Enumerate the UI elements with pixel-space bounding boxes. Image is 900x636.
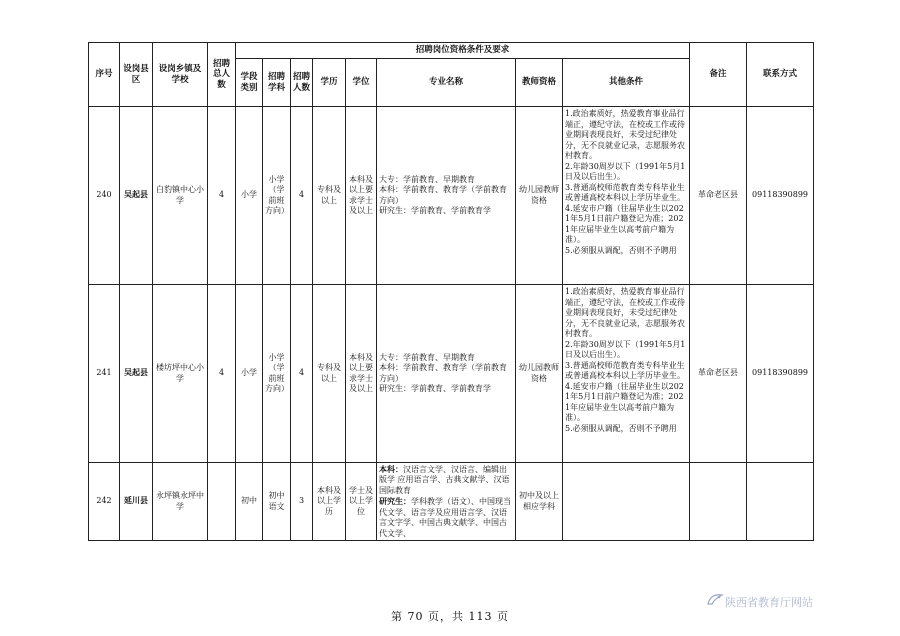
cell-contact: 09118390899 [747, 285, 814, 463]
cell-school: 楼坊坪中心小学 [153, 285, 208, 463]
cell-count: 4 [291, 285, 313, 463]
cell-remark: 革命老区县 [690, 107, 747, 285]
header-degree: 学位 [346, 59, 377, 107]
header-count: 招聘人数 [291, 59, 313, 107]
header-county: 设岗县区 [120, 43, 153, 107]
header-town-school: 设岗乡镇及学校 [153, 43, 208, 107]
condition-line: 1.政治素质好，热爱教育事业品行端正，遵纪守法，在校或工作或待业期间表现良好，未受过纪律处分，无不良就业记录，志愿服务农村教育。 [565, 109, 685, 160]
major-text: 学科教学（语文）、中国现当代文学、语言学及应用语言学、汉语言文字学、中国古典文献学、中国古代文学、 [379, 497, 511, 538]
major-line: 大专：学前教育、早期教育 [379, 352, 475, 362]
cell-cert: 初中及以上相应学科 [516, 463, 563, 541]
cell-other [563, 107, 690, 285]
major-label: 研究生： [379, 496, 411, 507]
table-row [89, 107, 814, 285]
major-line [379, 464, 513, 497]
cell-cert: 幼儿园教师资格 [516, 107, 563, 285]
table-row [89, 463, 814, 541]
cell-index: 240 [89, 107, 120, 285]
cell-stage: 小学 [236, 285, 263, 463]
condition-line: 3.普通高校师范教育类专科毕业生或普通高校本科以上学历毕业生。 [565, 182, 685, 202]
cell-subject: 小学（学前班方向） [263, 285, 291, 463]
header-major: 专业名称 [377, 59, 516, 107]
header-remark: 备注 [690, 43, 747, 107]
major-label: 本科： [379, 463, 403, 474]
major-line: 大专：学前教育、早期教育 [379, 174, 475, 184]
cell-other [563, 285, 690, 463]
header-subject: 招聘学科 [263, 59, 291, 107]
cell-county: 吴起县 [120, 285, 153, 463]
cell-education: 本科及以上学历 [313, 463, 346, 541]
cell-count: 3 [291, 463, 313, 541]
cell-education: 专科及以上 [313, 107, 346, 285]
cell-subject: 初中语文 [263, 463, 291, 541]
cell-stage: 初中 [236, 463, 263, 541]
cell-total: 4 [208, 107, 236, 285]
cell-county: 延川县 [120, 463, 153, 541]
header-group: 招聘岗位资格条件及要求 [236, 43, 690, 59]
header-education: 学历 [313, 59, 346, 107]
header-teacher-cert: 教师资格 [516, 59, 563, 107]
major-text: 汉语言文学、汉语言、编辑出版学 应用语言学、古典文献学、汉语国际教育 [379, 464, 510, 495]
cell-total [208, 463, 236, 541]
cell-index: 242 [89, 463, 120, 541]
cell-degree: 本科及以上要求学士及以上 [346, 285, 377, 463]
header-stage: 学段类别 [236, 59, 263, 107]
watermark: 陕西省教育厅网站 [725, 596, 813, 609]
cell-contact [747, 463, 814, 541]
condition-line: 3.普通高校师范教育类专科毕业生或普通高校本科以上学历毕业生。 [565, 360, 685, 380]
cell-major [377, 285, 516, 463]
major-line: 本科：学前教育、教育学（学前教育方向） [379, 363, 507, 383]
cell-count: 4 [291, 107, 313, 285]
cell-total: 4 [208, 285, 236, 463]
cell-other [563, 463, 690, 541]
cell-contact: 09118390899 [747, 107, 814, 285]
major-line [379, 496, 513, 539]
header-contact: 联系方式 [747, 43, 814, 107]
cell-county: 吴起县 [120, 107, 153, 285]
cell-remark: 革命老区县 [690, 285, 747, 463]
cell-school: 白豹镇中心小学 [153, 107, 208, 285]
cell-remark [690, 463, 747, 541]
cell-major [377, 107, 516, 285]
watermark-logo-icon [706, 592, 724, 606]
condition-line: 1.政治素质好，热爱教育事业品行端正，遵纪守法，在校或工作或待业期间表现良好，未受过纪律处分，无不良就业记录，志愿服务农村教育。 [565, 287, 685, 338]
cell-education: 专科及以上 [313, 285, 346, 463]
header-other: 其他条件 [563, 59, 690, 107]
table-row [89, 285, 814, 463]
condition-line: 5.必须服从调配，否则不予聘用 [565, 245, 677, 255]
condition-line: 4.延安市户籍（往届毕业生以2021年5月1日前户籍登记为准；2021年应届毕业生以高考前户籍为准）。 [565, 381, 684, 422]
cell-stage: 小学 [236, 107, 263, 285]
major-line: 研究生：学前教育、学前教育学 [379, 206, 491, 215]
cell-cert: 幼儿园教师资格 [516, 285, 563, 463]
cell-school: 永坪镇永坪中学 [153, 463, 208, 541]
header-index: 序号 [89, 43, 120, 107]
cell-degree: 学士及以上学位 [346, 463, 377, 541]
cell-subject: 小学（学前班方向） [263, 107, 291, 285]
header-total: 招聘总人数 [208, 43, 236, 107]
recruitment-table [88, 42, 814, 541]
condition-line: 5.必须服从调配，否则不予聘用 [565, 423, 677, 433]
page-footer: 第 70 页，共 113 页 [391, 610, 509, 623]
cell-index: 241 [89, 285, 120, 463]
cell-degree: 本科及以上要求学士及以上 [346, 107, 377, 285]
condition-line: 4.延安市户籍（往届毕业生以2021年5月1日前户籍登记为准；2021年应届毕业生以高考前户籍为准）。 [565, 203, 684, 244]
condition-line: 2.年龄30周岁以下（1991年5月1日及以后出生）。 [565, 161, 686, 181]
condition-line: 2.年龄30周岁以下（1991年5月1日及以后出生）。 [565, 339, 686, 359]
cell-major [377, 463, 516, 541]
major-line: 研究生：学前教育、学前教育学 [379, 384, 491, 393]
major-line: 本科：学前教育、教育学（学前教育方向） [379, 185, 507, 205]
